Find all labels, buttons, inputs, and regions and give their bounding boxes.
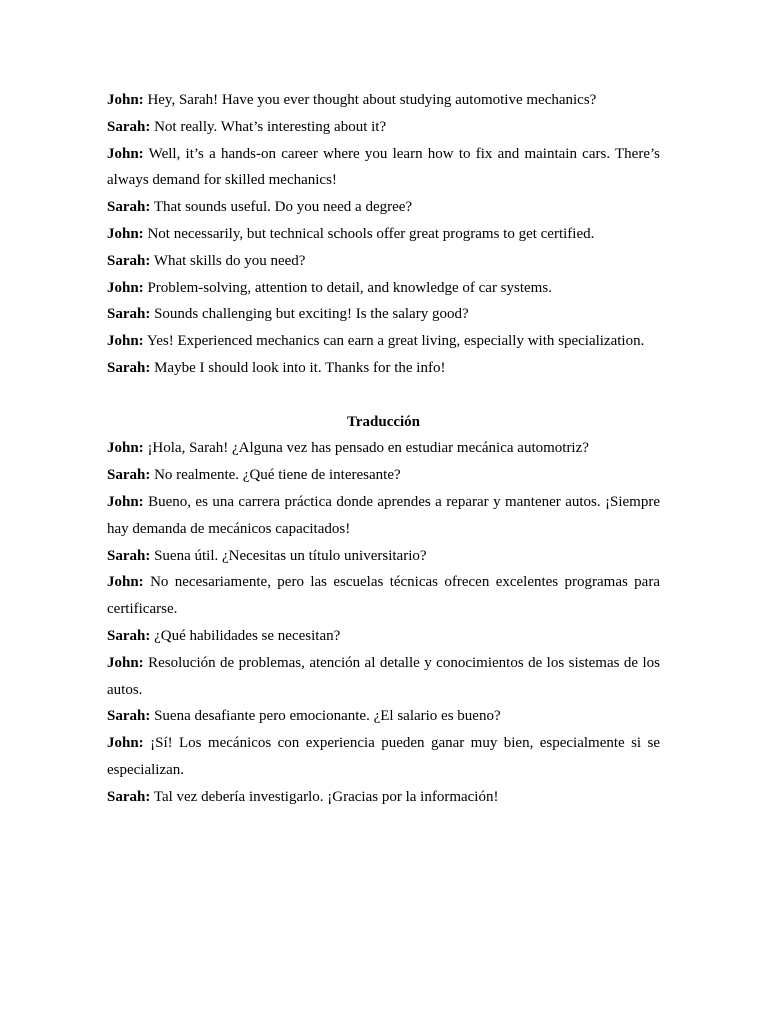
speaker-name: John: xyxy=(107,654,144,671)
dialogue-text: Not really. What’s interesting about it? xyxy=(154,118,387,135)
speaker-name: Sarah: xyxy=(107,359,151,376)
dialogue-text: Maybe I should look into it. Thanks for the info! xyxy=(154,359,446,376)
dialogue-text: Well, it’s a hands-on career where you learn how to fix and maintain cars. There’s always demand for skilled mechanics! xyxy=(107,145,660,189)
dialogue-text: Problem-solving, attention to detail, and knowledge of car systems. xyxy=(147,279,552,296)
dialogue-line xyxy=(107,194,660,221)
dialogue-line xyxy=(107,87,660,114)
speaker-name: John: xyxy=(107,574,144,591)
speaker-name: Sarah: xyxy=(107,788,151,805)
dialogue-line xyxy=(107,275,660,302)
spanish-dialogue xyxy=(107,435,660,810)
dialogue-line xyxy=(107,435,660,462)
document-page xyxy=(107,87,660,811)
dialogue-text: Yes! Experienced mechanics can earn a great living, especially with specialization. xyxy=(146,333,645,350)
dialogue-text: ¡Sí! Los mecánicos con experiencia pueden ganar muy bien, especialmente si se especializan. xyxy=(107,735,661,778)
dialogue-text: No necesariamente, pero las escuelas técnicas ofrecen excelentes programas para certificarse. xyxy=(107,574,660,618)
dialogue-text: ¿Qué habilidades se necesitan? xyxy=(154,627,341,644)
speaker-name: Sarah: xyxy=(107,627,151,644)
dialogue-line xyxy=(107,114,660,141)
dialogue-line xyxy=(107,730,660,784)
dialogue-line xyxy=(107,569,660,623)
dialogue-line xyxy=(107,703,660,730)
speaker-name: Sarah: xyxy=(107,467,151,484)
section-spacer xyxy=(107,382,660,409)
dialogue-line xyxy=(107,301,660,328)
speaker-name: Sarah: xyxy=(107,199,151,216)
dialogue-line xyxy=(107,221,660,248)
dialogue-line xyxy=(107,248,660,275)
dialogue-line xyxy=(107,489,660,543)
dialogue-text: Hey, Sarah! Have you ever thought about studying automotive mechanics? xyxy=(147,92,597,108)
dialogue-text: Suena útil. ¿Necesitas un título universitario? xyxy=(154,547,427,564)
speaker-name: Sarah: xyxy=(107,708,151,725)
speaker-name: John: xyxy=(107,493,144,510)
speaker-name: Sarah: xyxy=(107,547,151,564)
dialogue-line xyxy=(107,543,660,570)
dialogue-text: Resolución de problemas, atención al detalle y conocimientos de los sistemas de los autos. xyxy=(107,654,660,698)
speaker-name: Sarah: xyxy=(107,252,151,269)
dialogue-text: No realmente. ¿Qué tiene de interesante? xyxy=(154,467,401,484)
dialogue-text: Bueno, es una carrera práctica donde aprendes a reparar y mantener autos. ¡Siempre hay demanda de mecánicos capacitados! xyxy=(107,493,661,537)
dialogue-text: What skills do you need? xyxy=(153,252,306,269)
dialogue-line xyxy=(107,355,660,382)
dialogue-text: ¡Hola, Sarah! ¿Alguna vez has pensado en estudiar mecánica automotriz? xyxy=(147,440,589,457)
dialogue-line xyxy=(107,328,660,355)
dialogue-line xyxy=(107,141,660,195)
dialogue-text: Tal vez debería investigarlo. ¡Gracias por la información! xyxy=(153,788,499,805)
dialogue-text: Sounds challenging but exciting! Is the salary good? xyxy=(154,306,469,323)
dialogue-line xyxy=(107,462,660,489)
dialogue-line xyxy=(107,784,660,811)
speaker-name: John: xyxy=(107,735,144,752)
dialogue-text: Suena desafiante pero emocionante. ¿El salario es bueno? xyxy=(154,708,501,725)
dialogue-text: That sounds useful. Do you need a degree? xyxy=(153,199,413,216)
speaker-name: John: xyxy=(107,145,144,162)
speaker-name: Sarah: xyxy=(107,118,151,135)
dialogue-line xyxy=(107,650,660,704)
speaker-name: John: xyxy=(107,92,144,108)
translation-heading: Traducción xyxy=(346,413,421,430)
speaker-name: John: xyxy=(107,440,144,457)
speaker-name: Sarah: xyxy=(107,306,151,323)
english-dialogue xyxy=(107,87,660,382)
speaker-name: John: xyxy=(107,225,144,242)
speaker-name: John: xyxy=(107,279,144,296)
dialogue-text: Not necessarily, but technical schools offer great programs to get certified. xyxy=(147,225,595,242)
speaker-name: John: xyxy=(107,333,144,350)
dialogue-line xyxy=(107,623,660,650)
